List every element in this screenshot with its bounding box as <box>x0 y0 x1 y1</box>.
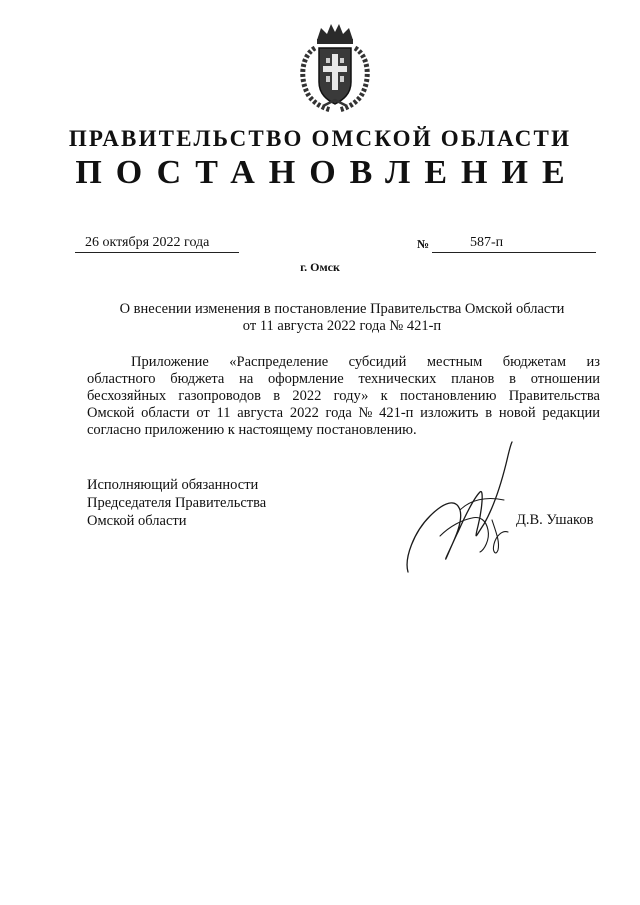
body-word: в <box>485 405 493 421</box>
handwritten-signature-icon <box>400 440 525 580</box>
body-word: Приложение <box>131 354 209 370</box>
body-paragraph <box>87 354 600 439</box>
body-word: согласно приложению к настоящему постановлению. <box>87 422 417 438</box>
body-word: Правительства <box>508 388 600 404</box>
government-title: ПРАВИТЕЛЬСТВО ОМСКОЙ ОБЛАСТИ <box>68 126 572 151</box>
body-line <box>87 405 600 422</box>
body-line <box>87 371 600 388</box>
date-field <box>75 234 239 253</box>
body-word: в <box>273 388 281 404</box>
body-word: субсидий <box>348 354 407 370</box>
omsk-coat-of-arms-icon <box>293 22 377 112</box>
body-line <box>87 354 600 371</box>
body-word: постановлению <box>399 388 497 404</box>
heading-line-1: О внесении изменения в постановление Правительства Омской области <box>119 301 565 317</box>
body-line <box>87 422 600 439</box>
position-line-3: Омской области <box>87 513 187 529</box>
number-sign: № <box>417 237 430 251</box>
heading-line-2: от 11 августа 2022 года № 421-п <box>242 318 442 334</box>
position-line-1: Исполняющий обязанности <box>87 477 259 493</box>
body-word: из <box>586 354 600 370</box>
body-word: августа <box>237 405 284 421</box>
body-word: 2022 <box>292 388 322 404</box>
body-word: на <box>239 371 254 387</box>
body-word: бюджета <box>170 371 225 387</box>
body-word: бюджетам <box>502 354 566 370</box>
document-type-title: ПОСТАНОВЛЕНИЕ <box>75 154 579 191</box>
body-word: году» <box>333 388 369 404</box>
signer-name: Д.В. Ушаков <box>516 512 594 528</box>
body-word: к <box>380 388 388 404</box>
body-word: отношении <box>530 371 600 387</box>
body-word: бесхозяйных <box>87 388 167 404</box>
body-word: редакции <box>542 405 600 421</box>
body-word: изложить <box>420 405 479 421</box>
signer-position <box>87 476 266 530</box>
body-word: газопроводов <box>178 388 261 404</box>
body-word: новой <box>498 405 536 421</box>
body-word: года <box>325 405 352 421</box>
document-city: г. Омск <box>300 260 340 274</box>
body-line <box>87 388 600 405</box>
body-word: 2022 <box>289 405 319 421</box>
body-word: местным <box>426 354 483 370</box>
number-field <box>432 234 596 253</box>
position-line-2: Председателя Правительства <box>87 495 267 511</box>
document-number: 587-п <box>470 235 504 250</box>
body-word: от <box>196 405 210 421</box>
document-heading <box>92 301 592 335</box>
body-word: оформление <box>268 371 344 387</box>
body-word: 11 <box>216 405 231 421</box>
body-word: № <box>358 405 373 421</box>
body-word: планов <box>451 371 495 387</box>
body-word: области <box>141 405 190 421</box>
body-word: «Распределение <box>229 354 329 370</box>
body-word: областного <box>87 371 156 387</box>
body-word: Омской <box>87 405 135 421</box>
body-word: технических <box>358 371 437 387</box>
body-word: 421-п <box>379 405 414 421</box>
body-word: в <box>509 371 516 387</box>
document-date: 26 октября 2022 года <box>85 235 210 250</box>
